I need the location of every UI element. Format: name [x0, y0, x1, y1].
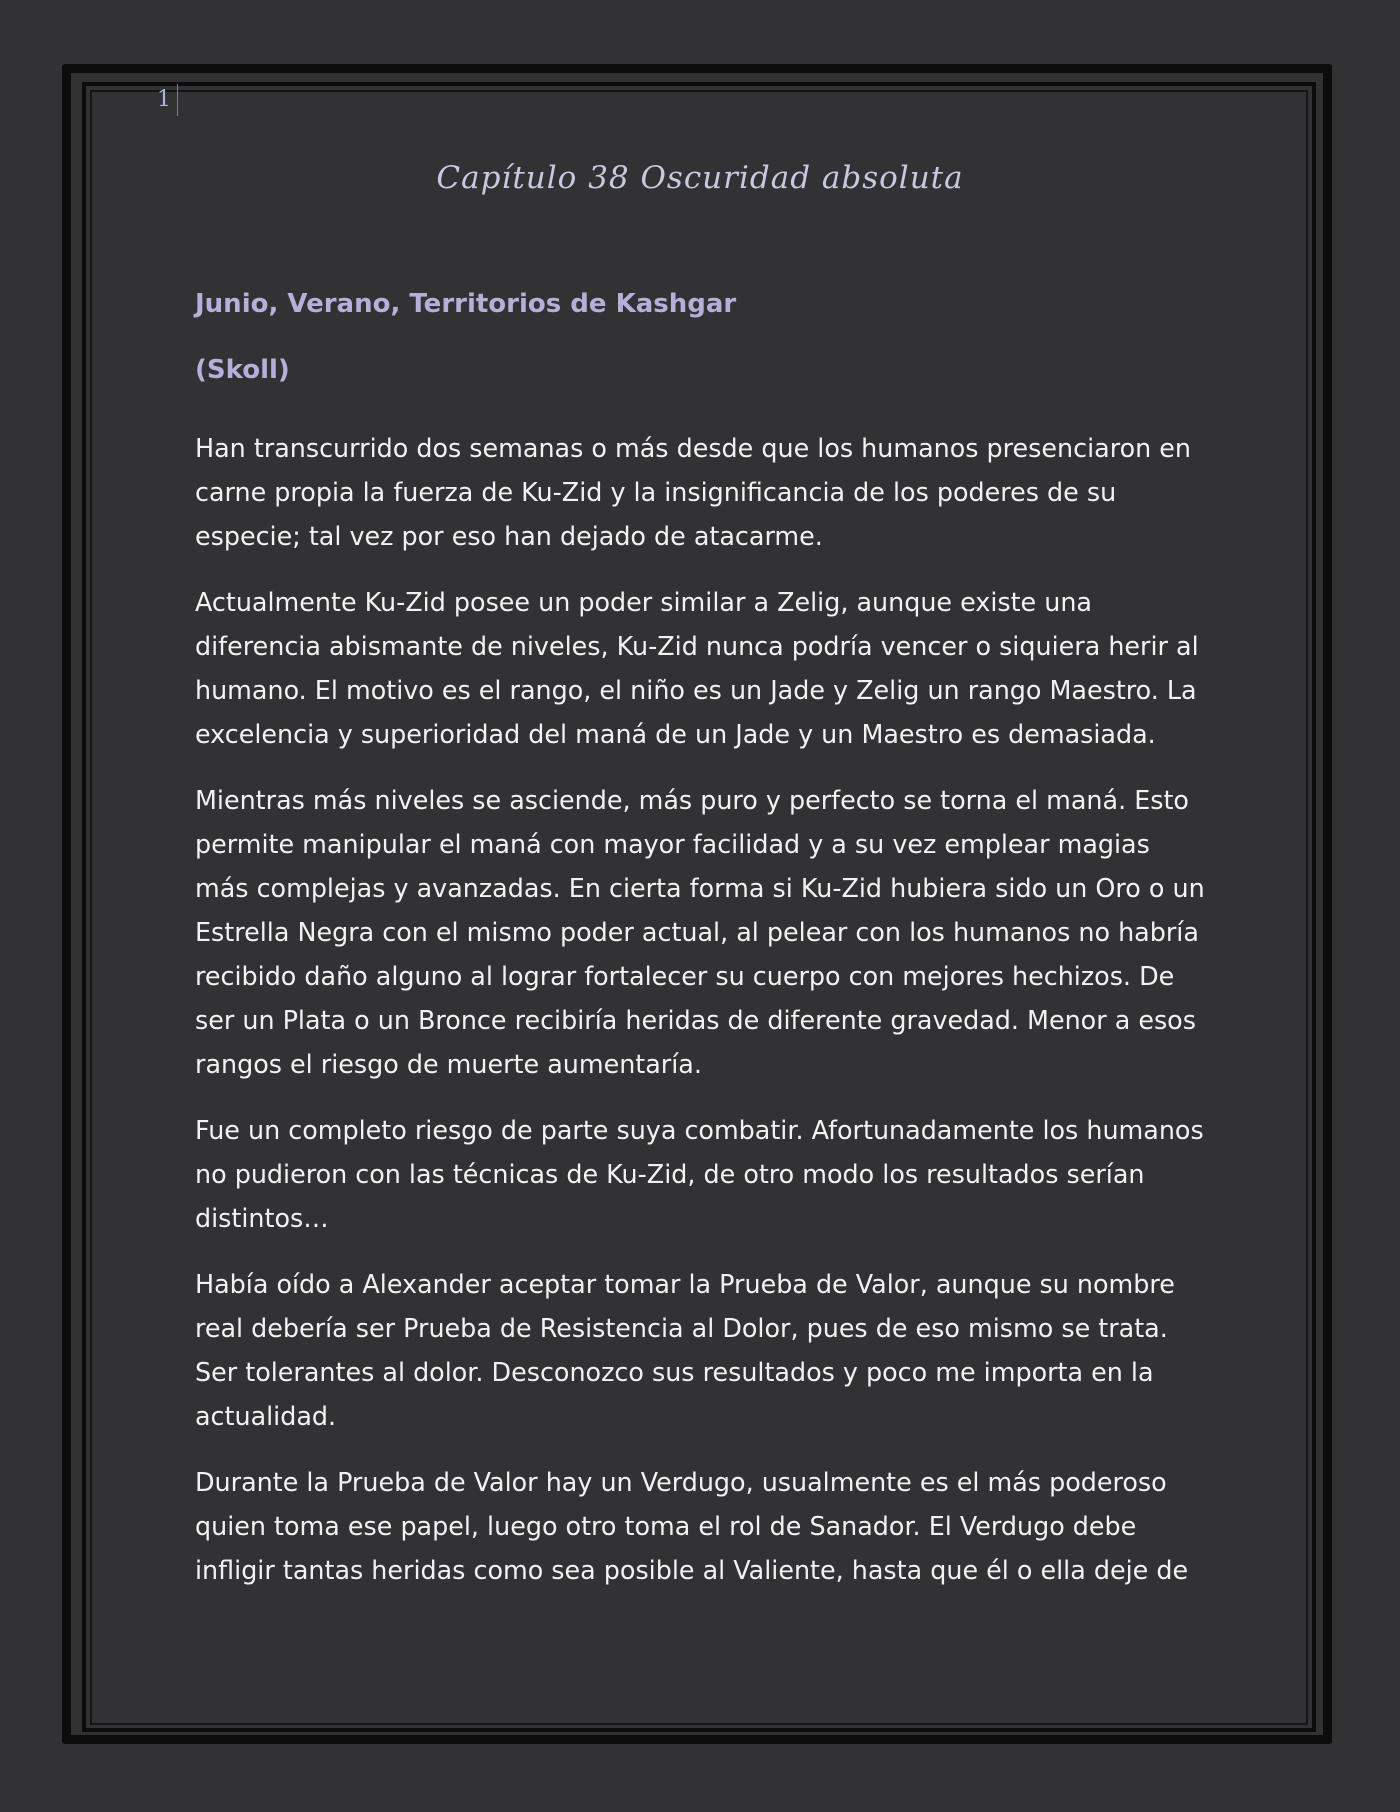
chapter-title: Capítulo 38 Oscuridad absoluta [436, 160, 964, 196]
paragraph: Había oído a Alexander aceptar tomar la Prueba de Valor, aunque su nombre real debería ser Prueba de Resistencia al Dolor, pues de eso mismo se trata. Ser tolerantes al dolor. Desconozco sus resultados y poco me importa en la actualidad. [195, 1269, 1175, 1431]
paragraph: Fue un completo riesgo de parte suya combatir. Afortunadamente los humanos no pudieron con las técnicas de Ku-Zid, de otro modo los resultados serían distintos… [195, 1115, 1204, 1233]
point-of-view-heading: (Skoll) [195, 355, 290, 385]
page-number: 1 [150, 84, 178, 116]
paragraph: Actualmente Ku-Zid posee un poder similar a Zelig, aunque existe una diferencia abismante de niveles, Ku-Zid nunca podría vencer o siquiera herir al humano. El motivo es el rango, el niño es un Jade y Zelig un rango Maestro. La excelencia y superioridad del maná de un Jade y un Maestro es demasiada. [195, 587, 1199, 749]
body-text [195, 426, 1210, 1614]
paragraph: Han transcurrido dos semanas o más desde que los humanos presenciaron en carne propia la fuerza de Ku-Zid y la insignificancia de los poderes de su especie; tal vez por eso han dejado de atacarme. [195, 433, 1191, 551]
paragraph: Mientras más niveles se asciende, más puro y perfecto se torna el maná. Esto permite manipular el maná con mayor facilidad y a su vez emplear magias más complejas y avanzadas. En cierta forma si Ku-Zid hubiera sido un Oro o un Estrella Negra con el mismo poder actual, al pelear con los humanos no habría recibido daño alguno al lograr fortalecer su cuerpo con mejores hechizos. De ser un Plata o un Bronce recibiría heridas de diferente gravedad. Menor a esos rangos el riesgo de muerte aumentaría. [195, 785, 1205, 1079]
date-location-heading: Junio, Verano, Territorios de Kashgar [195, 289, 737, 319]
paragraph: Durante la Prueba de Valor hay un Verdugo, usualmente es el más poderoso quien toma ese papel, luego otro toma el rol de Sanador. El Verdugo debe infligir tantas heridas como sea posible al Valiente, hasta que él o ella deje de [195, 1467, 1189, 1585]
